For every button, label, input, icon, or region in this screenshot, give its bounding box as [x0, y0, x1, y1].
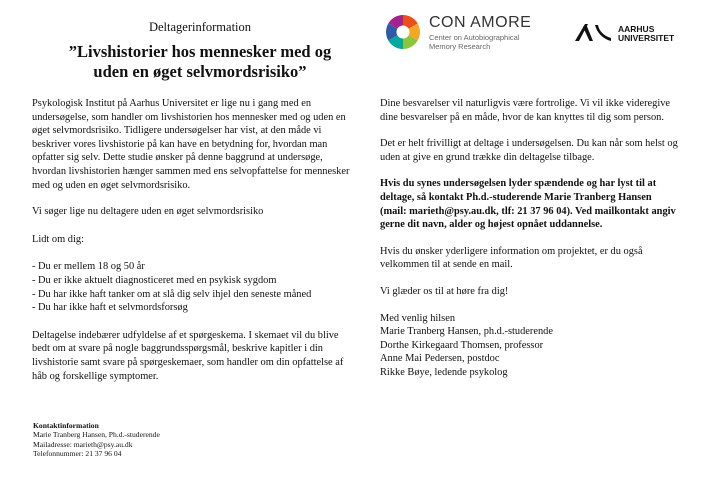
- procedure-paragraph: Deltagelse indebærer udfyldelse af et spørgeskema. I skemaet vil du blive bedt om at svare på nogle baggrundsspørgsmål, beskrive kapitler i din livshistorie samt svare på spørgeskemaer, som handler om din opfattelse af håb og forskellige symptomer.: [32, 329, 344, 382]
- conamore-tagline-1: Center on Autobiographical: [429, 33, 520, 42]
- criteria-list: [32, 260, 357, 314]
- title-line-1: ”Livshistorier hos mennesker med og: [68, 42, 332, 61]
- conamore-tagline-2: Memory Research: [429, 42, 491, 51]
- confidential-paragraph: Dine besvarelser vil naturligvis være fortrolige. Vi vil ikke videregive dine besvarelser på en måde, hvor de kan knyttes til dig som person.: [380, 98, 671, 123]
- contact-cta-paragraph: Hvis du synes undersøgelsen lyder spændende og har lyst til at deltage, så kontakt Ph.d.-studerende Marie Tranberg Hansen (mail: marieth@psy.au.dk, tlf: 21 37 96 04). Ved mailkontakt angiv gerne dit navn, alder og højest opnået uddannelse.: [380, 178, 676, 231]
- signoff-line: Rikke Bøye, ledende psykolog: [380, 366, 508, 378]
- conamore-logo: [384, 13, 532, 53]
- contact-mail: Mailadresse: marieth@psy.au.dk: [33, 439, 133, 449]
- signoff-line: Dorthe Kirkegaard Thomsen, professor: [380, 339, 544, 351]
- signoff-line: Marie Tranberg Hansen, ph.d.-studerende: [380, 326, 553, 338]
- contact-heading: Kontaktinformation: [33, 421, 99, 430]
- intro-paragraph: Psykologisk Institut på Aarhus Universitet er lige nu i gang med en undersøgelse, som handler om livshistorien hos mennesker med og uden en øget selvmordsrisiko. Tidligere undersøgelser har vist, at den måde vi beskriver vores livshistorie på kan have en betydning for, hvordan man opfatter sig selv. Dette studie ønsker på denne baggrund at undersøge, hvordan livshistorien hænger sammen med ens selvopfattelse for mennesker med og uden en øget selvmordsrisiko.: [32, 98, 350, 191]
- signoff-line: Anne Mai Pedersen, postdoc: [380, 353, 500, 365]
- aarhus-line-1: AARHUS: [618, 24, 655, 34]
- aarhus-logo: [573, 18, 683, 48]
- contact-phone: Telefonnummer: 21 37 96 04: [33, 449, 122, 459]
- document-label: Deltagerinformation: [148, 20, 252, 34]
- voluntary-paragraph: Det er helt frivilligt at deltage i undersøgelsen. Du kan når som helst og uden at give en grund trække din deltagelse tilbage.: [380, 138, 678, 163]
- list-item: - Du er mellem 18 og 50 år: [32, 261, 145, 273]
- contact-info: [33, 421, 253, 459]
- list-item: - Du har ikke haft et selvmordsforsøg: [32, 302, 188, 314]
- signoff-line: Med venlig hilsen: [380, 312, 456, 324]
- conamore-name: CON AMORE: [429, 14, 532, 31]
- aarhus-university-icon: [573, 21, 613, 45]
- conamore-ring-icon: [384, 13, 422, 51]
- list-item: - Du er ikke aktuelt diagnosticeret med en psykisk sygdom: [32, 274, 277, 286]
- criteria-label: Lidt om dig:: [32, 233, 84, 245]
- more-info-paragraph: Hvis du ønsker yderligere information om projektet, er du også velkommen til at sende en mail.: [380, 245, 643, 271]
- looking-forward-line: Vi glæder os til at høre fra dig!: [380, 285, 509, 297]
- search-paragraph: Vi søger lige nu deltagere uden en øget selvmordsrisiko: [32, 206, 264, 218]
- aarhus-line-2: UNIVERSITET: [618, 33, 675, 43]
- contact-name: Marie Tranberg Hansen, Ph.d.-studerende: [33, 430, 160, 440]
- document-title: [40, 42, 360, 82]
- left-column: [32, 97, 357, 383]
- list-item: - Du har ikke haft tanker om at slå dig selv ihjel den seneste måned: [32, 288, 312, 300]
- title-line-2: uden en øget selvmordsrisiko”: [93, 62, 307, 81]
- right-column: [380, 97, 680, 380]
- signoff-block: [380, 312, 680, 380]
